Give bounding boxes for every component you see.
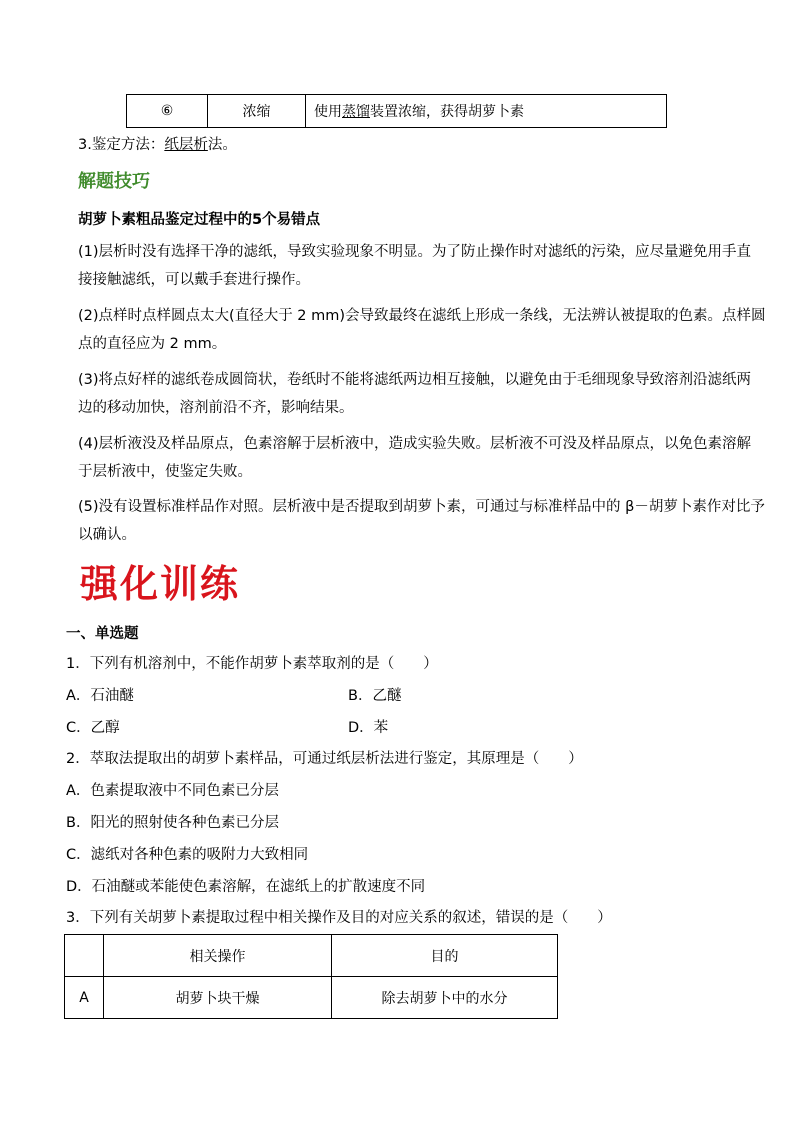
q3-stem: 3．下列有关胡萝卜素提取过程中相关操作及目的对应关系的叙述，错误的是（ ） xyxy=(66,910,612,926)
identify-method: 3.鉴定方法：纸层析法。 xyxy=(78,137,237,153)
error-3-line-2: 边的移动加快，溶剂前沿不齐，影响结果。 xyxy=(78,400,354,416)
errors-heading: 胡萝卜素粗品鉴定过程中的5个易错点 xyxy=(78,212,321,228)
error-1-line-1: (1)层析时没有选择干净的滤纸，导致实验现象不明显。为了防止操作时对滤纸的污染，应尽量避免用手直 xyxy=(78,244,752,260)
q2-option-b[interactable]: B．阳光的照射使各种色素已分层 xyxy=(66,815,279,831)
q2-option-c[interactable]: C．滤纸对各种色素的吸附力大致相同 xyxy=(66,847,309,863)
step-number: ⑥ xyxy=(127,95,208,128)
table-row xyxy=(127,95,667,128)
q1-option-c[interactable]: C．乙醇 xyxy=(66,720,120,736)
top-table xyxy=(126,94,667,128)
step-description: 使用蒸馏装置浓缩，获得胡萝卜素 xyxy=(306,95,667,128)
q2-option-d[interactable]: D．石油醚或苯能使色素溶解，在滤纸上的扩散速度不同 xyxy=(66,879,426,895)
section-single-choice: 一、单选题 xyxy=(66,626,139,642)
error-2-line-2: 点的直径应为 2 mm。 xyxy=(78,336,227,352)
training-title: 强化训练 xyxy=(80,561,241,606)
q1-option-a[interactable]: A．石油醚 xyxy=(66,688,134,704)
error-1-line-2: 接接触滤纸，可以戴手套进行操作。 xyxy=(78,272,310,288)
q3-header-col-0 xyxy=(65,935,104,977)
error-5-line-1: (5)没有设置标准样品作对照。层析液中是否提取到胡萝卜素，可通过与标准样品中的 β－胡萝卜素作对比予 xyxy=(78,499,765,515)
q1-option-b[interactable]: B．乙醚 xyxy=(348,688,402,704)
q3-table xyxy=(64,934,558,1019)
q3-row-a-purpose: 除去胡萝卜中的水分 xyxy=(332,977,558,1019)
tips-heading: 解题技巧 xyxy=(78,171,150,192)
error-3-line-1: (3)将点好样的滤纸卷成圆筒状，卷纸时不能将滤纸两边相互接触，以避免由于毛细现象导致溶剂沿滤纸两 xyxy=(78,372,752,388)
step-name: 浓缩 xyxy=(208,95,306,128)
q3-row-a-operation: 胡萝卜块干燥 xyxy=(104,977,332,1019)
table-header-row xyxy=(65,935,558,977)
q3-header-col-1: 相关操作 xyxy=(104,935,332,977)
q1-option-d[interactable]: D．苯 xyxy=(348,720,389,736)
error-4-line-1: (4)层析液没及样品原点，色素溶解于层析液中，造成实验失败。层析液不可没及样品原点，以免色素溶解 xyxy=(78,436,752,452)
q3-row-a-label: A xyxy=(65,977,104,1019)
error-2-line-1: (2)点样时点样圆点太大(直径大于 2 mm)会导致最终在滤纸上形成一条线，无法辨认被提取的色素。点样圆 xyxy=(78,308,766,324)
q1-stem: 1．下列有机溶剂中，不能作胡萝卜素萃取剂的是（ ） xyxy=(66,656,438,672)
q3-header-col-2: 目的 xyxy=(332,935,558,977)
error-5-line-2: 以确认。 xyxy=(78,527,136,543)
error-4-line-2: 于层析液中，使鉴定失败。 xyxy=(78,464,252,480)
q2-stem: 2．萃取法提取出的胡萝卜素样品，可通过纸层析法进行鉴定，其原理是（ ） xyxy=(66,751,583,767)
q2-option-a[interactable]: A．色素提取液中不同色素已分层 xyxy=(66,783,279,799)
table-row xyxy=(65,977,558,1019)
